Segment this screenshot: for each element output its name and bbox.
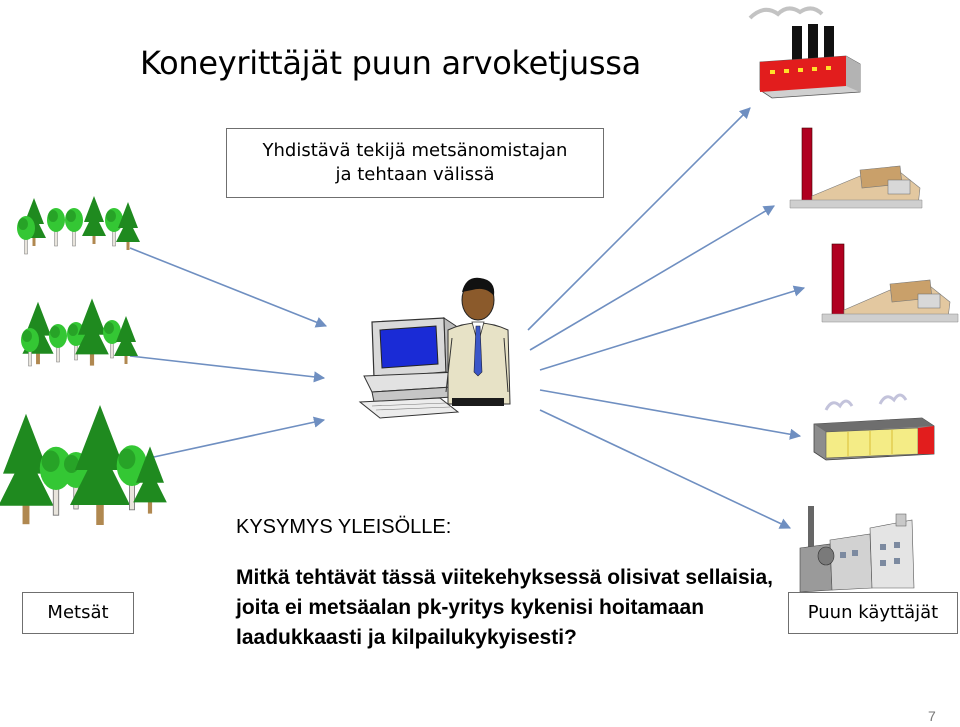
heating-plant-icon (814, 395, 934, 460)
factory-icon (750, 8, 860, 98)
page-number: 7 (928, 708, 936, 724)
forest-2-icon (21, 298, 138, 366)
sawmill-icon-2 (822, 244, 958, 322)
forests-label: Metsät (22, 592, 134, 634)
connector-description-box (226, 128, 604, 198)
forest-1-icon (17, 196, 140, 254)
forest-3-icon (0, 405, 167, 525)
contractor-at-computer-icon (360, 278, 510, 418)
wood-users-label: Puun käyttäjät (788, 592, 958, 634)
forest-arrows (130, 248, 326, 460)
power-plant-icon (800, 506, 914, 592)
question-text: Mitkä tehtävät tässä viitekehyksessä olisivat sellaisia, joita ei metsäalan pk-yritys kykenisi hoitamaan laadukkaasti ja kilpailukykyisesti? (236, 566, 773, 649)
connector-description-line-2: ja tehtaan välissä (335, 164, 495, 185)
question-heading: KYSYMYS YLEISÖLLE: (236, 516, 452, 538)
connector-description-line-1: Yhdistävä tekijä metsänomistajan (262, 140, 568, 161)
sawmill-icon (790, 128, 922, 208)
slide-title: Koneyrittäjät puun arvoketjussa (140, 44, 641, 82)
